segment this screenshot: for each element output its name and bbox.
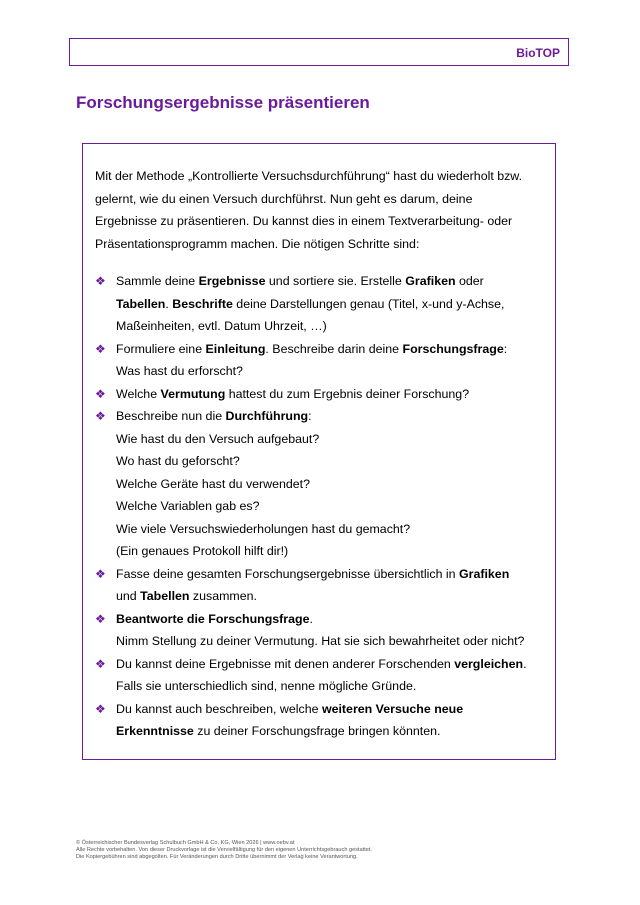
step-text: .: [309, 611, 313, 626]
step-text: Was hast du erforscht?: [116, 364, 243, 378]
intro-line: gelernt, wie du einen Versuch durchführst. Nun geht es darum, deine: [95, 191, 473, 206]
step-text: zusammen.: [189, 589, 257, 603]
step-item: [95, 405, 550, 563]
emphasis-text: Ergebnisse: [198, 274, 266, 288]
step-text: zu deiner Forschungsfrage bringen könnten.: [193, 724, 441, 738]
diamond-bullet-icon: ❖: [95, 566, 106, 581]
step-line: [116, 315, 550, 338]
step-line: [116, 428, 550, 451]
emphasis-text: Tabellen: [116, 296, 166, 311]
step-line: [116, 675, 550, 698]
step-item: [95, 608, 550, 653]
diamond-bullet-icon: ❖: [95, 611, 106, 626]
emphasis-text: Forschungsfrage: [402, 341, 504, 356]
diamond-bullet-icon: ❖: [95, 386, 106, 401]
emphasis-text: Grafiken: [405, 274, 456, 288]
emphasis-text: Vermutung: [160, 386, 226, 401]
diamond-bullet-icon: ❖: [95, 409, 106, 423]
step-line: [116, 338, 550, 361]
footer-rights: Alle Rechte vorbehalten. Von dieser Druckvorlage ist die Vervielfältigung für den eigenen Unterrichtsgebrauch gestattet.: [76, 847, 373, 854]
step-text: (Ein genaues Protokoll hilft dir!): [116, 544, 289, 558]
step-text: Sammle deine: [116, 274, 199, 288]
emphasis-text: Durchführung: [225, 409, 309, 423]
step-text: :: [503, 341, 508, 356]
step-line: [116, 720, 550, 743]
step-text: Beschreibe nun die: [116, 409, 226, 423]
intro-line: Präsentationsprogramm machen. Die nötigen Schritte sind:: [95, 236, 420, 251]
step-line: [116, 698, 550, 721]
step-text: und: [116, 589, 141, 603]
step-item: [95, 338, 550, 383]
brand-label: BioTOP: [516, 46, 560, 60]
step-line: [116, 653, 550, 676]
step-line: [116, 608, 550, 631]
step-item: [95, 383, 550, 406]
step-text: Formuliere eine: [116, 341, 206, 356]
emphasis-text: Beschrifte: [172, 296, 233, 311]
step-item: [95, 270, 550, 338]
step-text: Wie viele Versuchswiederholungen hast du gemacht?: [116, 521, 411, 536]
step-text: Du kannst auch beschreiben, welche: [116, 701, 322, 716]
diamond-bullet-icon: ❖: [95, 341, 106, 356]
step-text: Welche: [116, 386, 161, 401]
step-text: Maßeinheiten, evtl. Datum Uhrzeit, …): [116, 319, 327, 333]
footer-disclaimer: Die Kopiergebühren sind abgegolten. Für Veränderungen durch Dritte übernimmt der Verlag keine Verantwortung.: [76, 854, 358, 861]
step-text: :: [308, 409, 312, 423]
diamond-bullet-icon: ❖: [95, 701, 106, 716]
step-item: [95, 563, 550, 608]
step-line: [116, 473, 550, 496]
emphasis-text: Erkenntnisse: [116, 724, 194, 738]
emphasis-text: vergleichen: [454, 656, 524, 671]
step-text: Wo hast du geforscht?: [116, 454, 240, 468]
emphasis-text: Beantworte die Forschungsfrage: [116, 611, 310, 626]
step-line: [116, 405, 550, 428]
diamond-bullet-icon: ❖: [95, 274, 106, 288]
step-text: . Beschreibe darin deine: [265, 341, 403, 356]
step-item: [95, 653, 550, 698]
step-text: .: [523, 656, 527, 671]
footer: [76, 840, 496, 862]
step-text: hattest du zum Ergebnis deiner Forschung?: [225, 386, 470, 401]
diamond-bullet-icon: ❖: [95, 656, 106, 671]
step-line: [116, 495, 550, 518]
step-text: .: [165, 296, 173, 311]
step-text: Nimm Stellung zu deiner Vermutung. Hat sie sich bewahrheitet oder nicht?: [116, 634, 525, 648]
step-item: [95, 698, 550, 743]
step-line: [116, 563, 550, 586]
content-box: [82, 143, 556, 760]
steps-list: [95, 270, 550, 743]
header-bar: [69, 38, 569, 66]
emphasis-text: Tabellen: [140, 589, 190, 603]
intro-line: Mit der Methode „Kontrollierte Versuchsdurchführung“ hast du wiederholt bzw.: [95, 169, 523, 183]
step-line: [116, 270, 550, 293]
intro-line: Ergebnisse zu präsentieren. Du kannst dies in einem Textverarbeitung- oder: [95, 214, 513, 228]
step-line: [116, 540, 550, 563]
step-line: [116, 450, 550, 473]
step-text: deine Darstellungen genau (Titel, x-und y-Achse,: [232, 296, 505, 311]
emphasis-text: Einleitung: [205, 341, 266, 356]
step-text: Wie hast du den Versuch aufgebaut?: [116, 431, 320, 446]
step-line: [116, 630, 550, 653]
page-title: Forschungsergebnisse präsentieren: [76, 93, 370, 112]
step-text: oder: [455, 274, 484, 288]
footer-copyright: © Österreichischer Bundesverlag Schulbuch GmbH & Co. KG, Wien 2026 | www.oebv.at: [76, 840, 295, 846]
step-line: [116, 383, 550, 406]
step-line: [116, 293, 550, 316]
step-line: [116, 518, 550, 541]
step-text: Welche Variablen gab es?: [116, 499, 260, 513]
emphasis-text: weiteren Versuche neue: [321, 701, 464, 716]
step-line: [116, 360, 550, 383]
step-text: Fasse deine gesamten Forschungsergebnisse übersichtlich in: [116, 566, 459, 581]
emphasis-text: Grafiken: [459, 566, 510, 581]
step-text: Welche Geräte hast du verwendet?: [116, 476, 311, 491]
step-text: Du kannst deine Ergebnisse mit denen anderer Forschenden: [116, 656, 455, 671]
intro-paragraph: [95, 165, 545, 255]
step-text: und sortiere sie. Erstelle: [265, 274, 406, 288]
step-line: [116, 585, 550, 608]
step-text: Falls sie unterschiedlich sind, nenne mögliche Gründe.: [116, 679, 417, 693]
